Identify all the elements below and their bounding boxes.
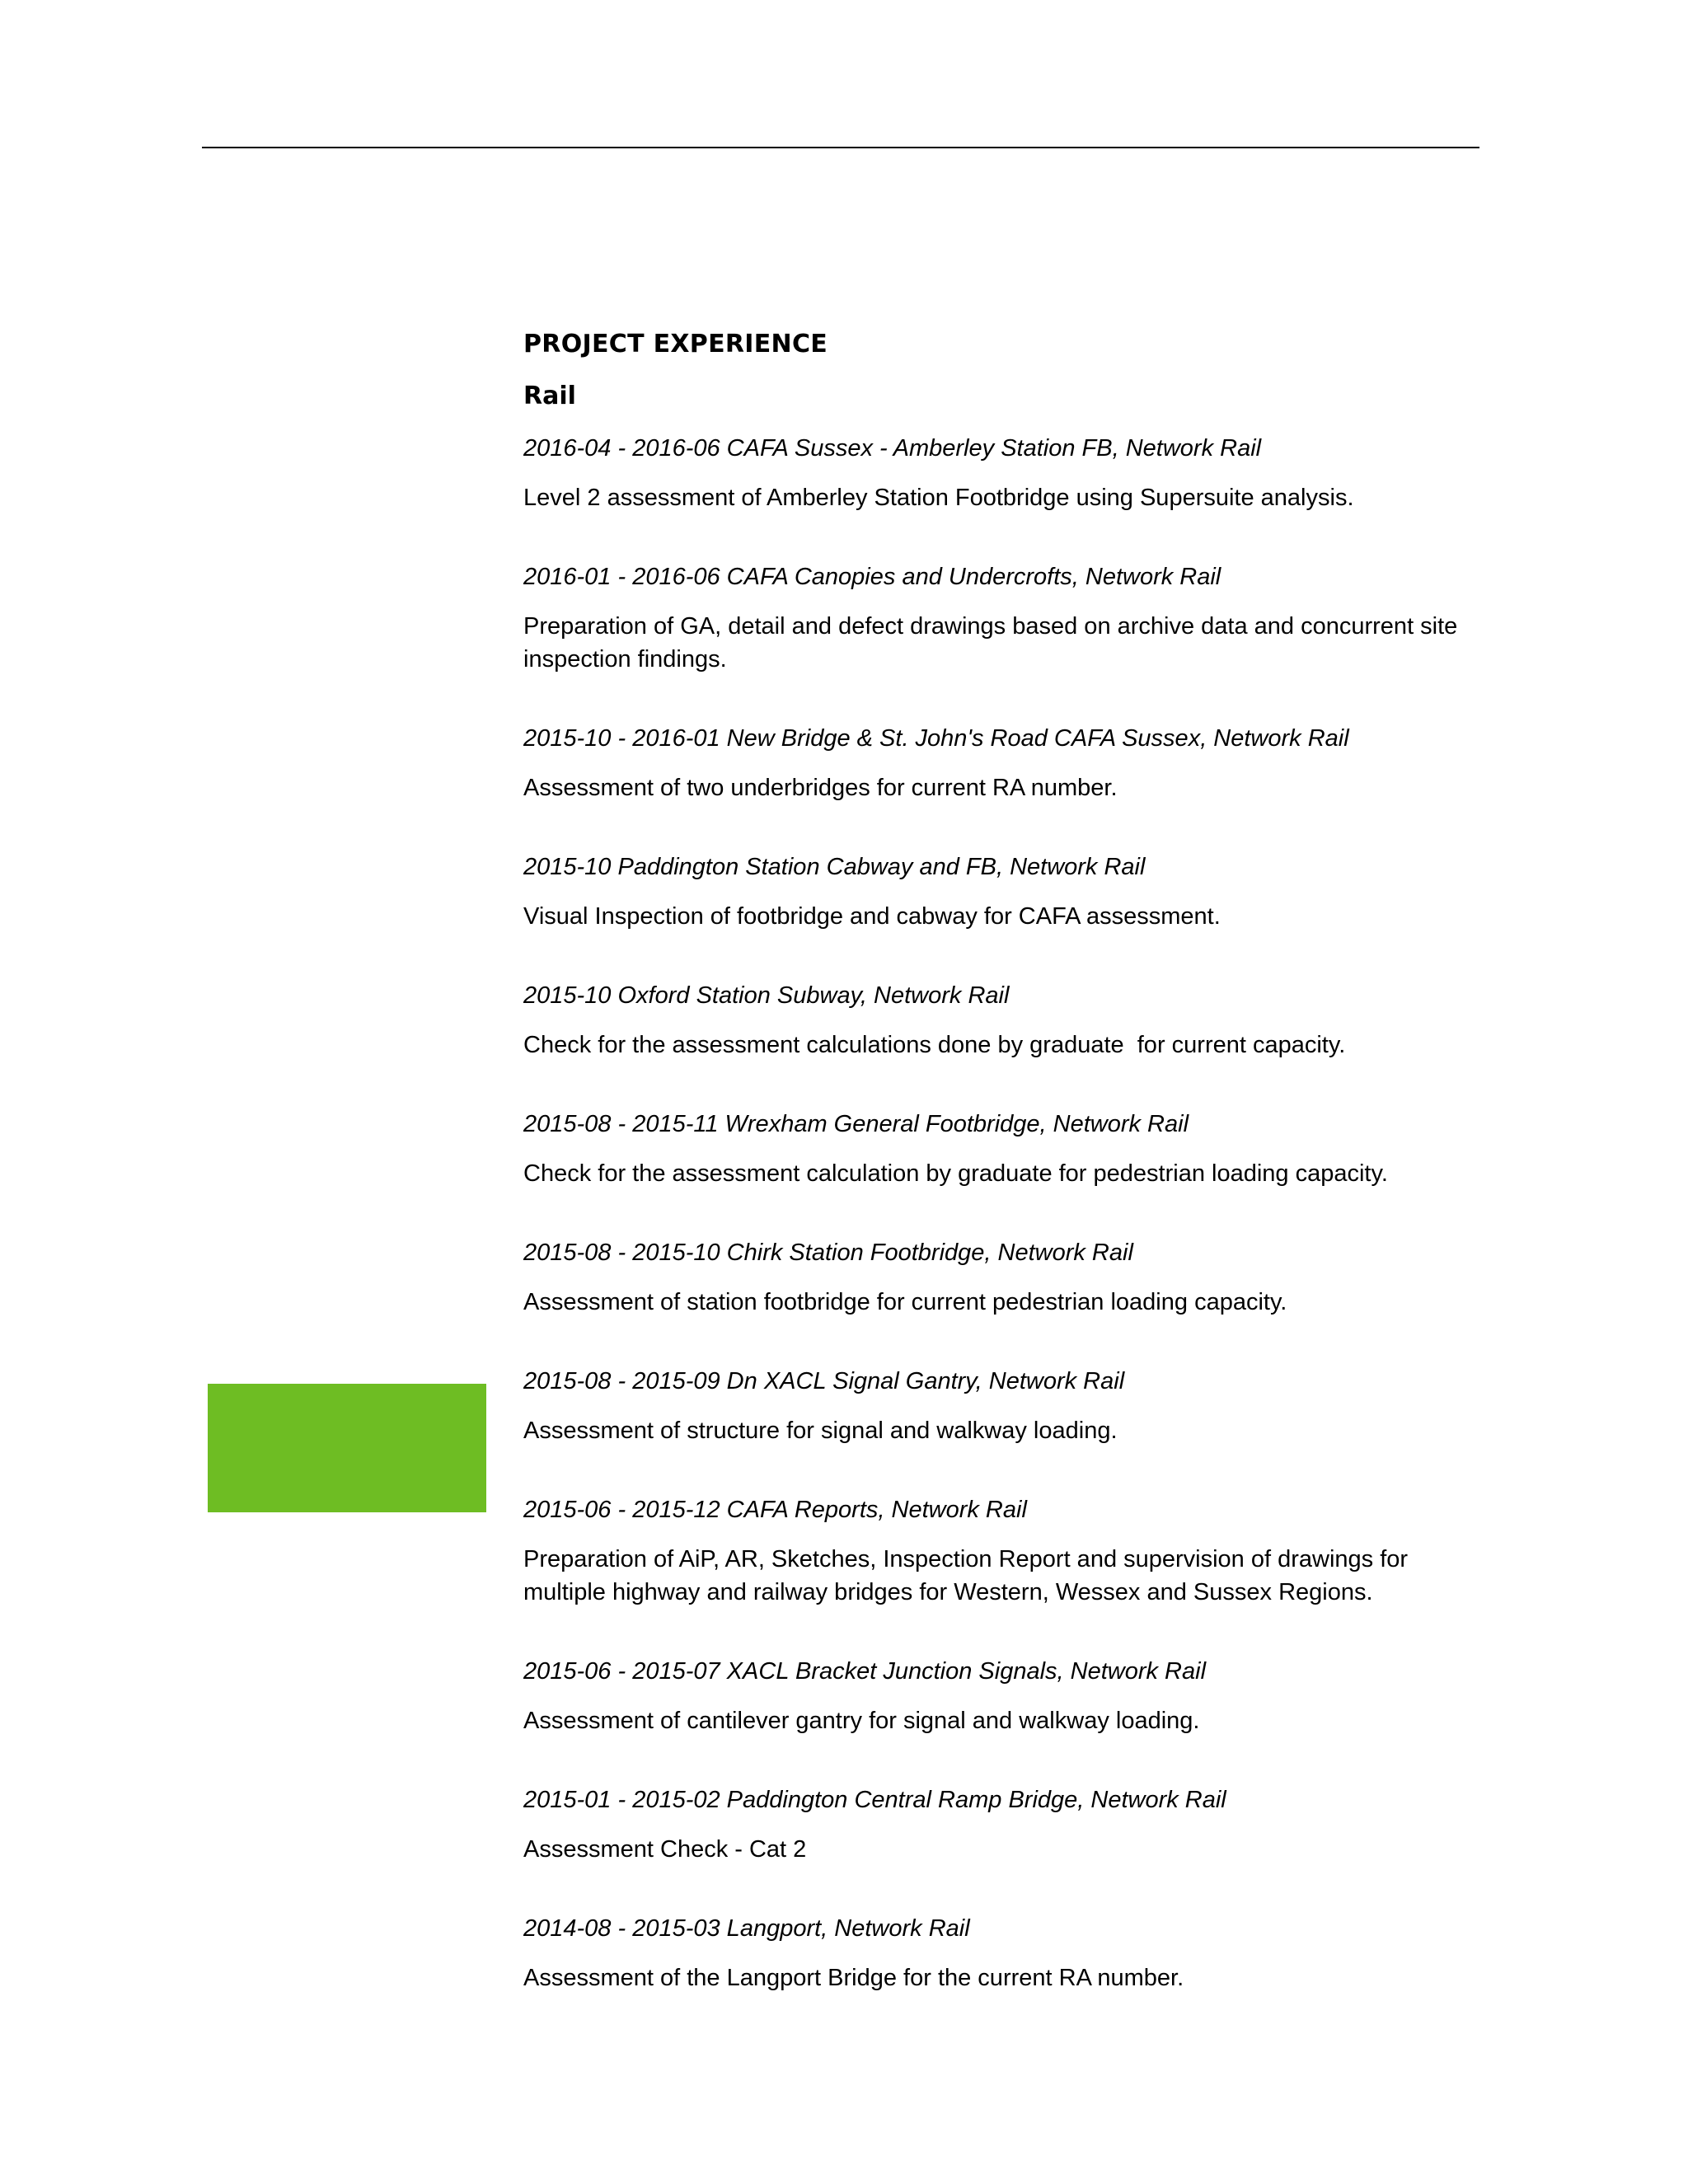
accent-block <box>208 1384 486 1512</box>
project-heading: 2016-04 - 2016-06 CAFA Sussex - Amberley Station FB, Network Rail <box>523 435 1262 462</box>
project-entry <box>523 1365 1479 1447</box>
project-heading: 2015-06 - 2015-12 CAFA Reports, Network Rail <box>523 1497 1027 1523</box>
project-experience-section <box>523 328 1479 2041</box>
project-description: Check for the assessment calculation by graduate for pedestrian loading capacity. <box>523 1160 1388 1187</box>
project-description: Visual Inspection of footbridge and cabway for CAFA assessment. <box>523 903 1221 930</box>
project-entry <box>523 560 1479 676</box>
project-entry <box>523 979 1479 1062</box>
project-heading: 2016-01 - 2016-06 CAFA Canopies and Undercrofts, Network Rail <box>523 564 1221 590</box>
project-heading: 2015-01 - 2015-02 Paddington Central Ramp Bridge, Network Rail <box>523 1787 1226 1813</box>
project-entry <box>523 1783 1479 1866</box>
project-entry <box>523 432 1479 514</box>
project-description: Preparation of AiP, AR, Sketches, Inspection Report and supervision of drawings for multiple highway and railway bridges for Western, Wessex and Sussex Regions. <box>523 1546 1415 1605</box>
section-title: PROJECT EXPERIENCE <box>523 330 828 359</box>
subsection-title-rail: Rail <box>523 382 576 410</box>
project-description: Assessment Check - Cat 2 <box>523 1836 807 1863</box>
project-heading: 2015-06 - 2015-07 XACL Bracket Junction Signals, Network Rail <box>523 1658 1207 1685</box>
project-heading: 2015-08 - 2015-10 Chirk Station Footbridge, Network Rail <box>523 1240 1133 1266</box>
project-heading: 2015-10 - 2016-01 New Bridge & St. John's Road CAFA Sussex, Network Rail <box>523 725 1349 752</box>
project-description: Assessment of two underbridges for current RA number. <box>523 775 1118 801</box>
project-heading: 2015-10 Paddington Station Cabway and FB, Network Rail <box>523 854 1146 880</box>
project-heading: 2015-10 Oxford Station Subway, Network Rail <box>523 982 1010 1009</box>
project-entry <box>523 851 1479 933</box>
project-description: Preparation of GA, detail and defect drawings based on archive data and concurrent site inspection findings. <box>523 613 1465 673</box>
project-entry <box>523 722 1479 804</box>
project-description: Assessment of the Langport Bridge for the current RA number. <box>523 1965 1184 1991</box>
project-entry <box>523 1236 1479 1319</box>
project-description: Check for the assessment calculations done by graduate for current capacity. <box>523 1032 1346 1058</box>
project-entry <box>523 1493 1479 1609</box>
project-description: Assessment of station footbridge for current pedestrian loading capacity. <box>523 1289 1287 1315</box>
project-heading: 2014-08 - 2015-03 Langport, Network Rail <box>523 1915 970 1942</box>
project-description: Level 2 assessment of Amberley Station Footbridge using Supersuite analysis. <box>523 485 1354 511</box>
project-description: Assessment of cantilever gantry for signal and walkway loading. <box>523 1708 1200 1734</box>
project-heading: 2015-08 - 2015-09 Dn XACL Signal Gantry, Network Rail <box>523 1368 1125 1394</box>
header-rule <box>202 147 1479 148</box>
project-entry <box>523 1108 1479 1190</box>
project-description: Assessment of structure for signal and walkway loading. <box>523 1418 1118 1444</box>
project-heading: 2015-08 - 2015-11 Wrexham General Footbridge, Network Rail <box>523 1111 1189 1137</box>
project-entry <box>523 1655 1479 1737</box>
project-entry <box>523 1912 1479 1994</box>
